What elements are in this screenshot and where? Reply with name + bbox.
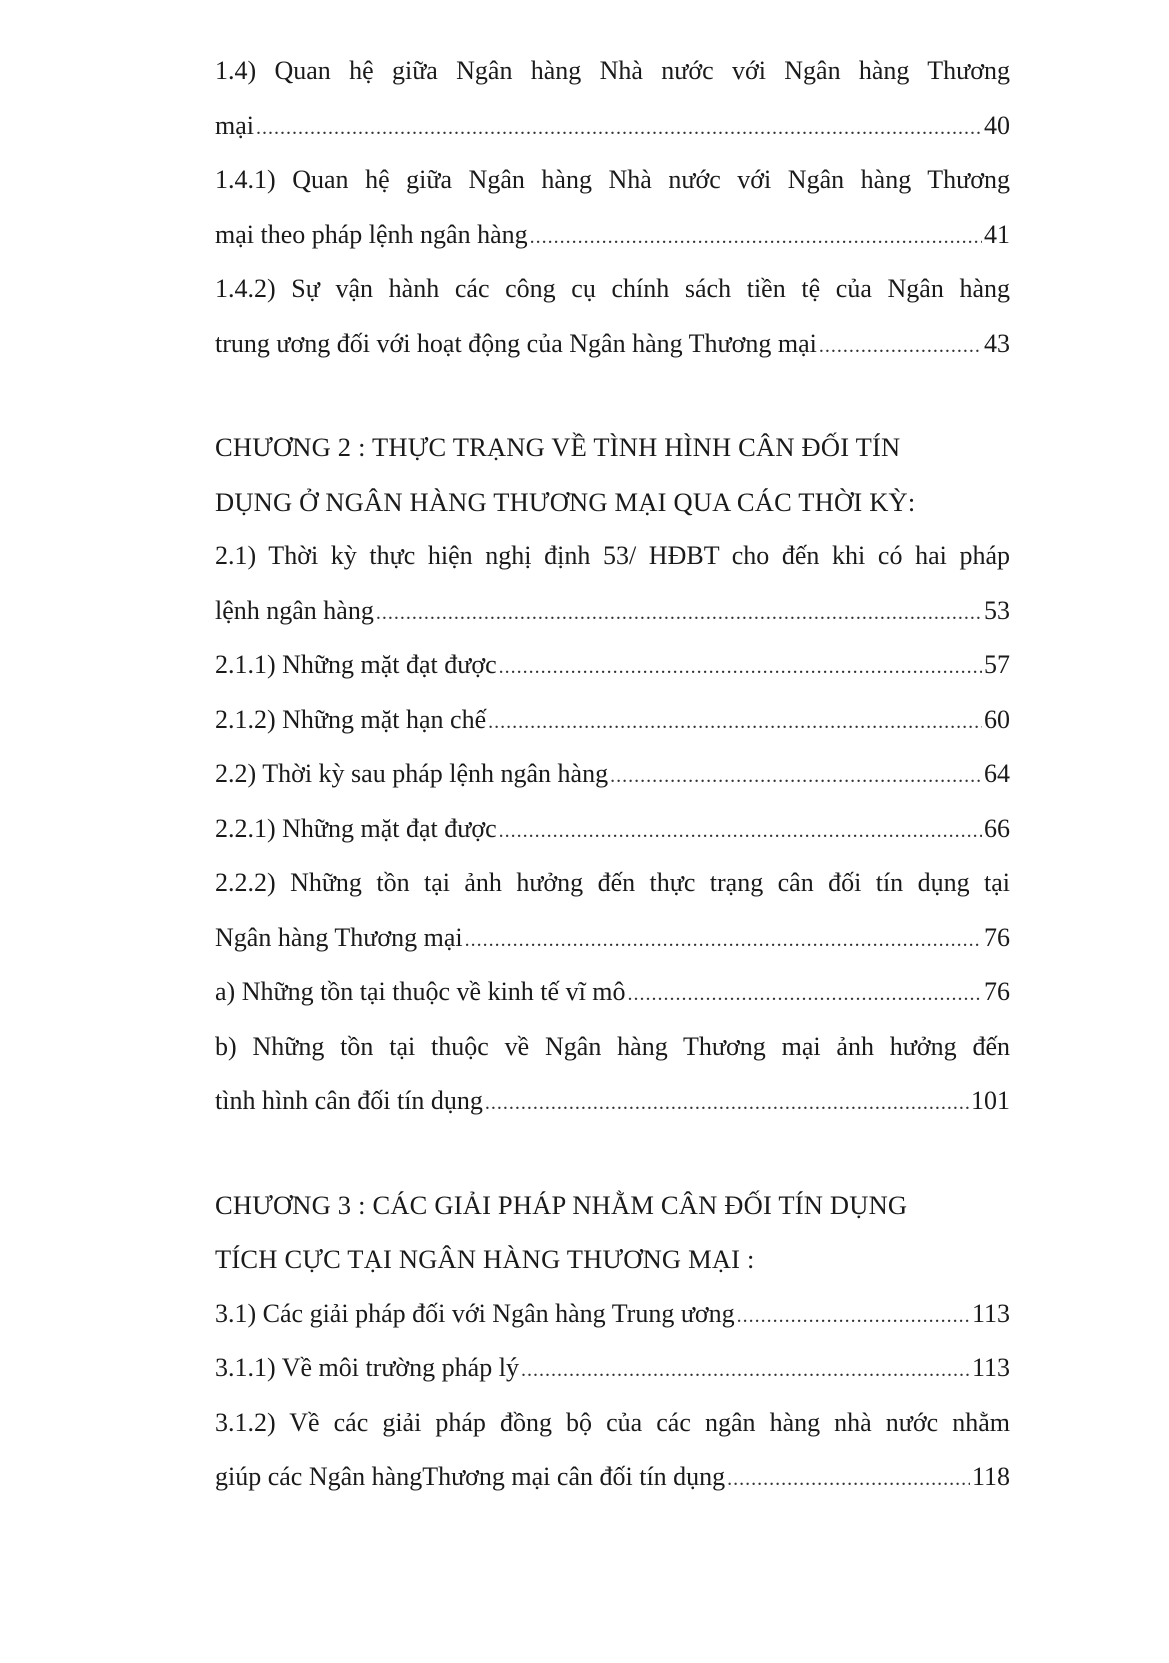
toc-entry-page: 57 [984, 650, 1010, 679]
dot-leader [819, 319, 982, 372]
toc-entry-title: 2.1.1) Những mặt đạt được [215, 650, 497, 679]
toc-entry-page: 113 [971, 1353, 1010, 1382]
toc-entry-page: 66 [984, 813, 1010, 843]
toc-text-line: 2.1) Thời kỳ thực hiện nghị định 53/ HĐBT cho đến khi có hai pháp [215, 541, 1010, 570]
toc-entry-page: 76 [984, 977, 1010, 1006]
toc-entry-title: 3.1) Các giải pháp đối với Ngân hàng Trung ương [215, 1298, 735, 1328]
toc-entry-title: 2.2.1) Những mặt đạt được [215, 813, 497, 843]
toc-entry-page: 64 [984, 759, 1010, 788]
dot-leader [737, 1289, 970, 1342]
toc-text-line: 1.4.1) Quan hệ giữa Ngân hàng Nhà nước với Ngân hàng Thương [215, 165, 1010, 194]
toc-entry [215, 99, 1010, 154]
toc-entry [215, 965, 1010, 1020]
toc-entry [215, 638, 1010, 693]
toc-entry [215, 584, 1010, 639]
toc-entry-title: a) Những tồn tại thuộc về kinh tế vĩ mô [215, 977, 626, 1006]
dot-leader [610, 749, 982, 802]
dot-leader [499, 804, 982, 857]
toc-entry-title: 2.2) Thời kỳ sau pháp lệnh ngân hàng [215, 759, 609, 788]
toc-entry [215, 1287, 1010, 1342]
toc-entry-page: 60 [984, 704, 1010, 734]
dot-leader [465, 913, 982, 966]
toc-entry-title: trung ương đối với hoạt động của Ngân hàng Thương mại [215, 328, 817, 358]
table-of-contents [215, 44, 1010, 1505]
toc-entry [215, 911, 1010, 966]
dot-leader [376, 586, 982, 639]
toc-entry-title: mại [215, 110, 254, 140]
toc-text-line: 2.2.2) Những tồn tại ảnh hưởng đến thực trạng cân đối tín dụng tại [215, 868, 1010, 897]
toc-entry-title: lệnh ngân hàng [215, 595, 374, 625]
toc-entry-title: Ngân hàng Thương mại [215, 922, 463, 952]
toc-text-line: 1.4.2) Sự vận hành các công cụ chính sách tiền tệ của Ngân hàng [215, 274, 1010, 303]
toc-text-line: b) Những tồn tại thuộc về Ngân hàng Thương mại ảnh hưởng đến [215, 1031, 1010, 1061]
dot-leader [530, 210, 982, 263]
toc-entry [215, 208, 1010, 263]
dot-leader [488, 695, 982, 748]
toc-text-line: 1.4) Quan hệ giữa Ngân hàng Nhà nước với Ngân hàng Thương [215, 56, 1010, 85]
dot-leader [727, 1452, 970, 1505]
dot-leader [628, 967, 982, 1020]
dot-leader [256, 101, 982, 154]
toc-entry-page: 43 [984, 328, 1010, 358]
toc-entry-page: 76 [984, 922, 1010, 952]
toc-entry-page: 41 [984, 219, 1010, 249]
toc-entry [215, 747, 1010, 802]
toc-entry-page: 40 [984, 110, 1010, 140]
toc-entry [215, 1450, 1010, 1505]
toc-entry-title: tình hình cân đối tín dụng [215, 1086, 483, 1115]
toc-entry-page: 118 [971, 1462, 1010, 1491]
toc-entry-page: 53 [984, 595, 1010, 625]
toc-entry [215, 693, 1010, 748]
toc-text-line: 3.1.2) Về các giải pháp đồng bộ của các ngân hàng nhà nước nhằm [215, 1407, 1010, 1437]
chapter-heading: TÍCH CỰC TẠI NGÂN HÀNG THƯƠNG MẠI : [215, 1244, 755, 1274]
toc-entry [215, 802, 1010, 857]
chapter-heading: CHƯƠNG 3 : CÁC GIẢI PHÁP NHẰM CÂN ĐỐI TÍN DỤNG [215, 1189, 908, 1220]
toc-entry-title: 2.1.2) Những mặt hạn chế [215, 704, 487, 734]
toc-section-chapter3 [215, 1178, 1010, 1505]
toc-entry-title: giúp các Ngân hàngThương mại cân đối tín dụng [215, 1462, 726, 1491]
toc-entry-title: mại theo pháp lệnh ngân hàng [215, 219, 528, 249]
dot-leader [521, 1343, 970, 1396]
toc-entry [215, 317, 1010, 372]
toc-entry [215, 1341, 1010, 1396]
toc-section-chapter2 [215, 420, 1010, 1129]
chapter-heading: DỤNG Ở NGÂN HÀNG THƯƠNG MẠI QUA CÁC THỜI KỲ: [215, 486, 916, 517]
toc-entry-title: 3.1.1) Về môi trường pháp lý [215, 1353, 519, 1382]
toc-section-part1 [215, 44, 1010, 371]
toc-entry-page: 101 [971, 1086, 1010, 1115]
toc-entry [215, 1074, 1010, 1129]
toc-entry-page: 113 [971, 1298, 1010, 1328]
chapter-heading: CHƯƠNG 2 : THỰC TRẠNG VỀ TÌNH HÌNH CÂN ĐỐI TÍN [215, 432, 901, 462]
dot-leader [499, 640, 982, 693]
dot-leader [485, 1076, 969, 1129]
